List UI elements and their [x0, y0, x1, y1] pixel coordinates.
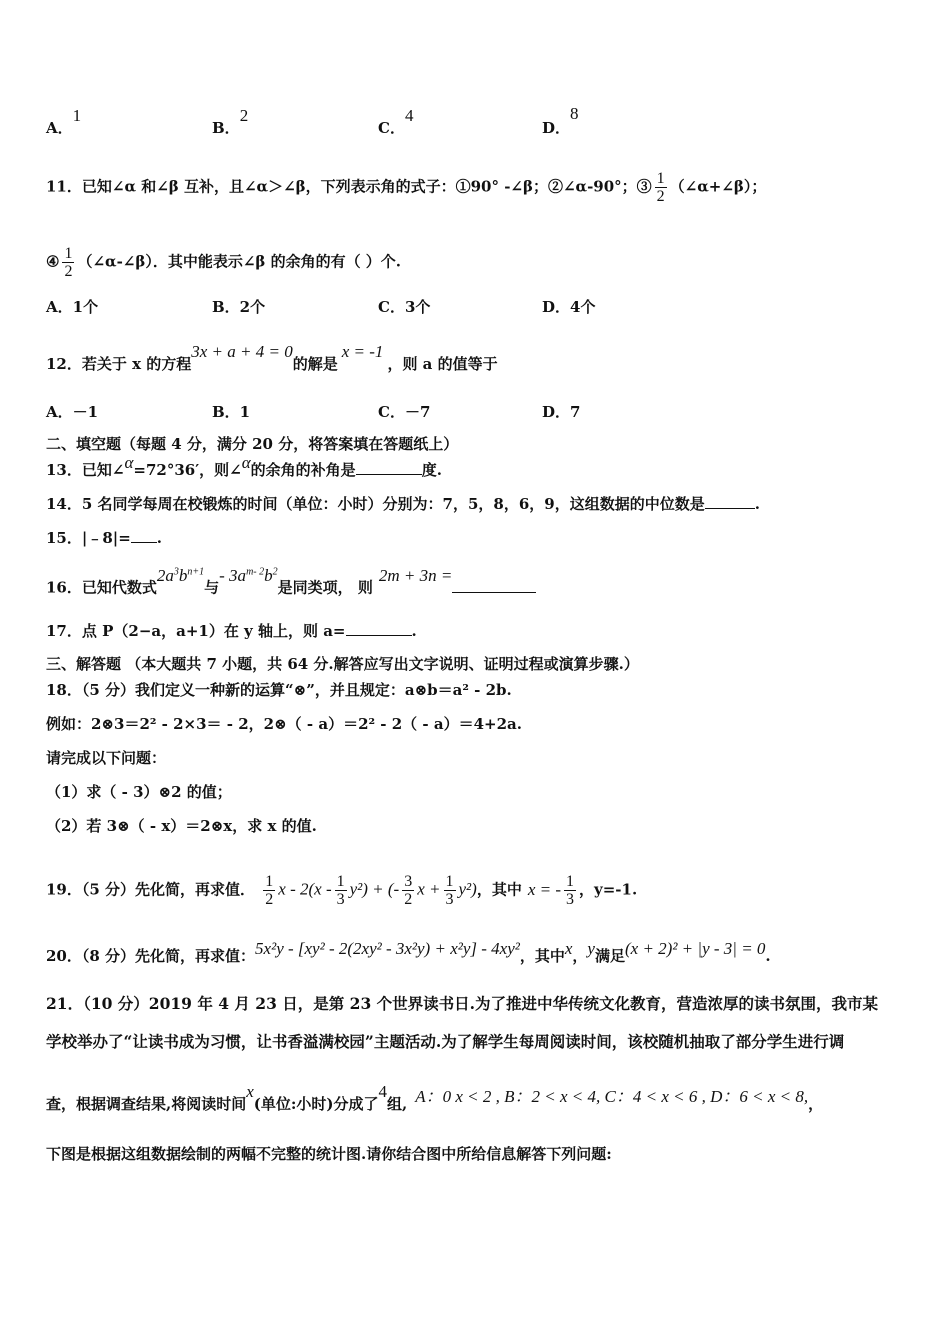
q16-expr1: $2a^3b^{n+1}$ [156, 565, 205, 585]
q17-line: 17．点 P（2−a，a+1）在 y 轴上，则 a= . [46, 622, 417, 640]
q16-answer-blank[interactable] [452, 578, 536, 593]
q11-option-d: D．4个 [542, 298, 596, 316]
q12-option-b: B．1 [212, 403, 251, 421]
q11-line1: 11．已知∠α 和∠β 互补，且∠α＞∠β，下列表示角的式子：①90° -∠β；②∠α-90°；③ $\frac{1}{2}$ （∠α+∠β）； [46, 170, 767, 205]
q13-answer-blank[interactable] [356, 460, 422, 475]
section2-heading: 二、填空题（每题 4 分，满分 20 分，将答案填在答题纸上） [46, 435, 459, 453]
q11-option-c: C．3个 [378, 298, 431, 316]
q12-option-c: C．－7 [378, 403, 431, 421]
q12-equation: 3x + a + 4 = 0 [191, 342, 293, 361]
q21-line4: 下图是根据这组数据绘制的两幅不完整的统计图.请你结合图中所给信息解答下列问题: [46, 1145, 612, 1163]
q12-option-a: A．－1 [46, 403, 99, 421]
q18-line1: 18．（5 分）我们定义一种新的运算“⊗”，并且规定：a⊗b＝a² - 2b. [46, 681, 512, 699]
q12-line: 12．若关于 x 的方程3x + a + 4 = 0的解是x = -1，则 a 的值等于 [46, 342, 498, 373]
q21-line3: 查，根据调查结果,将阅读时间x(单位:小时)分成了4组, A：0 x < 2 , B：2 < x < 4, C：4 < x < 6 , D：6 < x < 8,， [46, 1082, 824, 1113]
q18-line3: 请完成以下问题： [46, 749, 167, 767]
q19-line: 19．（5 分）先化简，再求值． $\frac{1}{2}$ x - 2(x - $\frac{1}{3}$ y²) + (- $\frac{3}{2}$ x + $\frac{1}{3}$ y²)，其中 x = - $\frac{1}{3}$ ，y=-1. [46, 873, 638, 908]
q11-option-b: B．2个 [212, 298, 266, 316]
fraction-half: $\frac{1}{2}$ [64, 245, 73, 280]
q16-expr2: - $3a^{m- 2}b^2$ [219, 565, 278, 585]
q20-expression: 5x²y - [xy² - 2(2xy² - 3x²y) + x²y] - 4xy² [255, 939, 520, 958]
q18-line2: 例如：2⊗3＝2² - 2×3＝ - 2，2⊗（ - a）＝2² - 2（ - a）＝4+2a. [46, 715, 522, 733]
q20-condition: (x + 2)² + |y - 3| = 0 [624, 939, 766, 958]
fraction-half: $\frac{1}{2}$ [656, 170, 665, 205]
q11-option-a: A．1个 [46, 298, 99, 316]
section3-heading: 三、解答题 （本大题共 7 小题，共 64 分.解答应写出文字说明、证明过程或演算步骤.） [46, 655, 639, 673]
q18-line4: （1）求（ - 3）⊗2 的值； [46, 783, 232, 801]
q18-line5: （2）若 3⊗（ - x）＝2⊗x，求 x 的值. [46, 817, 317, 835]
q20-line: 20．（8 分）先化简，再求值：5x²y - [xy² - 2(2xy² - 3x²y) + x²y] - 4xy²，其中x，y满足(x + 2)² + |y - 3| = 0. [46, 939, 771, 965]
q10-option-b: B．2 [212, 106, 249, 137]
q15-line: 15．|﹣8|= . [46, 529, 163, 547]
q13-line: 13．已知∠α=72°36′，则∠α的余角的补角是 度. [46, 453, 442, 479]
q10-option-c: C．4 [378, 106, 414, 137]
q11-line2: ④ $\frac{1}{2}$ （∠α-∠β）．其中能表示∠β 的余角的有（ ）个. [46, 245, 402, 280]
q12-solution: x = -1 [341, 342, 384, 361]
q21-groups: A：0 x < 2 , B：2 < x < 4, C：4 < x < 6 , D：6 < x < 8, [415, 1087, 809, 1106]
q14-line: 14．5 名同学每周在校锻炼的时间（单位：小时）分别为：7，5，8，6，9，这组数据的中位数是 . [46, 495, 760, 513]
q16-line: 16．已知代数式$2a^3b^{n+1}$与- $3a^{m- 2}b^2$是同类项， 则2m + 3n = [46, 574, 536, 598]
q10-option-d: D．8 [542, 104, 579, 137]
q17-answer-blank[interactable] [346, 621, 412, 636]
q12-option-d: D．7 [542, 403, 581, 421]
q14-answer-blank[interactable] [705, 494, 755, 509]
q21-line2: 学校举办了“让读书成为习惯，让书香溢满校园”主题活动.为了解学生每周阅读时间，该校随机抽取了部分学生进行调 [46, 1032, 845, 1051]
q21-line1: 21．（10 分）2019 年 4 月 23 日，是第 23 个世界读书日.为了推进中华传统文化教育，营造浓厚的读书氛围，我市某 [46, 994, 879, 1013]
q15-answer-blank[interactable] [131, 528, 157, 543]
q10-option-a: A．1 [46, 106, 82, 137]
